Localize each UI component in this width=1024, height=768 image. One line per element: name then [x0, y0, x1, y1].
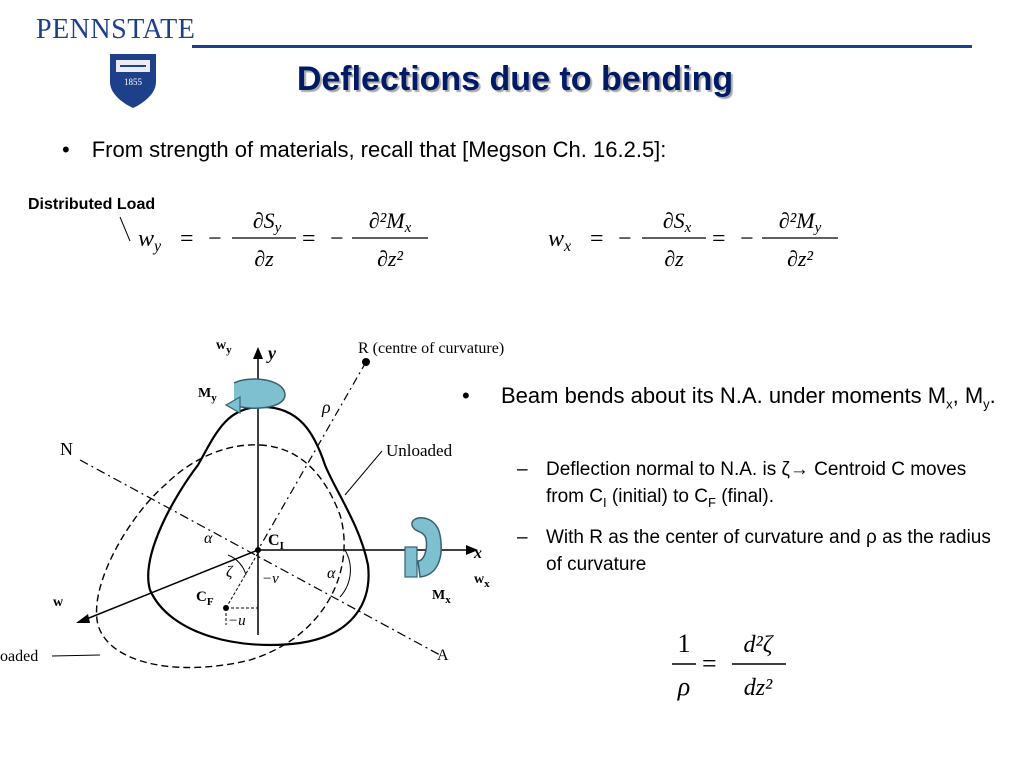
svg-text:−: − [208, 226, 222, 252]
minus-v-label: −v [262, 571, 279, 587]
svg-text:=: = [180, 226, 194, 252]
svg-text:d²ζ: d²ζ [743, 632, 773, 658]
seal-year: 1855 [124, 77, 142, 87]
svg-text:ρ: ρ [677, 672, 691, 701]
my-label: $M_y$ [198, 386, 217, 404]
svg-text:∂²Mx: ∂²Mx [368, 208, 412, 236]
axis-y-label: y [268, 343, 276, 363]
neutral-axis-A-label: A [437, 647, 449, 664]
equation-wx [546, 200, 846, 276]
svg-text:−: − [740, 226, 754, 252]
wy-label: $w_y$ [216, 338, 232, 356]
equation-wy [136, 200, 436, 276]
bullet-1-text: From strength of materials, recall that [Megson Ch. 16.2.5]: [91, 137, 667, 162]
mx-label: $M_x$ [432, 588, 451, 606]
centroid-initial-label: $C_I$ [268, 532, 284, 552]
svg-text:∂Sy: ∂Sy [252, 208, 282, 236]
svg-text:∂z: ∂z [664, 246, 684, 271]
sub-bullet-1: – Deflection normal to N.A. is ζ→ Centroid C moves from $C_I$ (initial) to $C_F$ (final). [517, 456, 1007, 516]
moment-mx-arrow [405, 518, 441, 577]
svg-text:∂z²: ∂z² [376, 246, 404, 271]
minus-u-label: −u [228, 613, 246, 629]
bullet-dot: • [462, 383, 470, 408]
wx-label: $w_x$ [474, 572, 490, 590]
loaded-label: oaded [0, 648, 39, 665]
header-rule [192, 45, 972, 48]
bullet-2 [462, 381, 1007, 419]
distributed-load-label: Distributed Load [28, 196, 156, 213]
w-label: w [53, 595, 64, 610]
svg-text:wx: $w_x$ [548, 226, 572, 255]
alpha-label-left: α [204, 530, 213, 547]
bullet-1 [62, 137, 666, 163]
zeta-label: ζ [226, 564, 233, 581]
sub-bullet-2-text: With R as the center of curvature and ρ as the radius of curvature [546, 527, 991, 575]
unloaded-label: Unloaded [386, 441, 453, 460]
centre-of-curvature-label: R (centre of curvature) [358, 340, 505, 357]
shield-logo-icon [108, 52, 158, 110]
svg-text:dz²: dz² [743, 675, 773, 701]
svg-text:=: = [712, 226, 726, 252]
neutral-axis-N-label: N [60, 439, 73, 459]
centroid-final-label: $C_F$ [196, 589, 214, 608]
bullet-2-text: Beam bends about its N.A. under moments $M_x$, $M_y$. [501, 383, 996, 412]
leader-line [118, 215, 134, 245]
svg-text:=: = [702, 649, 717, 678]
svg-text:=: = [302, 226, 316, 252]
svg-text:∂z²: ∂z² [786, 246, 814, 271]
svg-text:∂z: ∂z [254, 246, 274, 271]
svg-text:wy: $w_y$ [138, 226, 162, 255]
curvature-equation [668, 620, 798, 710]
svg-text:∂²My: ∂²My [778, 208, 822, 236]
svg-text:−: − [330, 226, 344, 252]
sub-bullet-2: – With R as the center of curvature and ρ as the radius of curvature [517, 524, 1007, 578]
slide-title: Deflections due to bending [296, 60, 734, 98]
svg-text:=: = [590, 226, 604, 252]
alpha-label-right: α [327, 565, 336, 582]
pennstate-wordmark: PENNSTATE [36, 14, 196, 45]
rho-label: ρ [322, 397, 331, 417]
svg-text:∂Sx: ∂Sx [662, 208, 692, 236]
loaded-section [97, 445, 345, 668]
svg-text:−: − [618, 226, 632, 252]
bullet-dot: • [62, 137, 70, 162]
sub-bullet-1-text: Deflection normal to N.A. is ζ→ Centroid C moves from $C_I$ (initial) to $C_F$ (final). [546, 459, 967, 510]
axis-x-label: x [474, 545, 482, 562]
svg-text:1: 1 [677, 629, 691, 658]
